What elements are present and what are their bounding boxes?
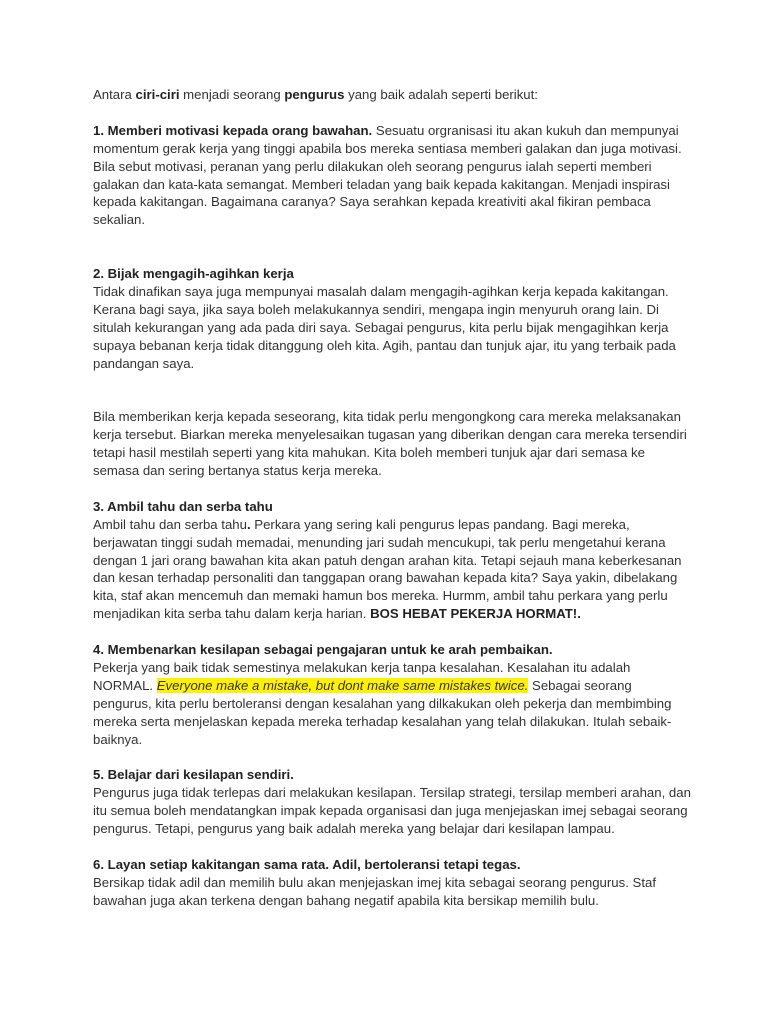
- intro-bold-ciri: ciri-ciri: [135, 87, 180, 102]
- section-2-body-2: Bila memberikan kerja kepada seseorang, kita tidak perlu mengongkong cara mereka melaksanakan kerja tersebut. Biarkan mereka menyelesaikan tugasan yang diberikan dengan cara mereka tersendiri tetapi hasil mestilah seperti yang kita mahukan. Kita boleh memberi tunjuk ajar dari semasa ke semasa dan sering bertanya status kerja mereka.: [93, 409, 687, 478]
- section-5-body: Pengurus juga tidak terlepas dari melakukan kesilapan. Tersilap strategi, tersilap memberi arahan, dan itu semua boleh mendatangkan impak kepada organisasi dan juga menjejaskan imej sebagai seorang pengurus. Tetapi, pengurus yang baik adalah mereka yang belajar dari kesilapan lampau.: [93, 785, 691, 837]
- document-body: [93, 86, 693, 910]
- section-6-body: Bersikap tidak adil dan memilih bulu akan menjejaskan imej kita sebagai seorang pengurus. Staf bawahan juga akan terkena dengan bahang negatif apabila kita bersikap memilih bulu.: [93, 874, 656, 908]
- section-2-body: Tidak dinafikan saya juga mempunyai masalah dalam mengagih-agihkan kerja kepada kakitangan. Kerana bagi saya, jika saya boleh melakukannya sendiri, mengapa ingin menyuruh orang lain. Di situlah kekurangan yang ada pada diri saya. Sebagai pengurus, kita perlu bijak mengagihkan kerja supaya bebanan kerja tidak ditanggung oleh kita. Agih, pantau dan tunjuk ajar, itu yang terbaik pada pandangan saya.: [93, 283, 676, 371]
- section-1-body: Sesuatu orgranisasi itu akan kukuh dan mempunyai momentum gerak kerja yang tinggi apabila bos mereka sentiasa memberi galakan dan juga motivasi. Bila sebut motivasi, peranan yang perlu dilakukan oleh seorang pengurus ialah seperti memberi galakan dan kata-kata semangat. Memberi teladan yang baik kepada kakitangan. Menjadi inspirasi kepada kakitangan. Bagaimana caranya? Saya serahkan kepada kreativiti akal fikiran pembaca sekalian.: [93, 122, 682, 228]
- section-5-heading: 5. Belajar dari kesilapan sendiri.: [93, 767, 294, 783]
- intro-bold-pengurus: pengurus: [284, 87, 345, 102]
- section-2-heading: 2. Bijak mengagih-agihkan kerja: [93, 266, 294, 282]
- section-6-heading: 6. Layan setiap kakitangan sama rata. Adil, bertoleransi tetapi tegas.: [93, 856, 521, 872]
- section-4-body: Pekerja yang baik tidak semestinya melakukan kerja tanpa kesalahan. Kesalahan itu adalah NORMAL. Everyone make a mistake, but dont make same mistakes twice. Sebagai seorang pengurus, kita perlu bertoleransi dengan kesalahan yang dilkakukan oleh pekerja dan membimbing mereka serta menjelaskan kepada mereka terhadap kesalahan yang telah dilakukan. Itulah sebaik-baiknya.: [93, 659, 672, 747]
- section-1-heading: 1. Memberi motivasi kepada orang bawahan.: [93, 122, 373, 138]
- section-3-heading: 3. Ambil tahu dan serba tahu: [93, 498, 273, 514]
- highlighted-quote: Everyone make a mistake, but dont make same mistakes twice.: [156, 677, 529, 693]
- section-1: [93, 122, 693, 229]
- intro-paragraph: Antara ciri-ciri menjadi seorang pengurus yang baik adalah seperti berikut:: [93, 87, 538, 102]
- section-4-heading: 4. Membenarkan kesilapan sebagai pengajaran untuk ke arah pembaikan.: [93, 642, 553, 658]
- section-3-body: Ambil tahu dan serba tahu. Perkara yang sering kali pengurus lepas pandang. Bagi mereka, berjawatan tinggi sudah memadai, menunding jari sudah mencukupi, tak perlu mengetahui kerana dengan 1 jari orang bawahan kita akan patuh dengan arahan kita. Tetapi sejauh mana keberkesanan dan kesan terhadap personaliti dan tanggapan orang bawahan kepada kita? Saya yakin, dibelakang kita, staf akan mencemuh dan memaki hamun bos mereka. Hurmm, ambil tahu perkara yang perlu menjadikan kita serba tahu dalam kerja harian. BOS HEBAT PEKERJA HORMAT!.: [93, 516, 682, 622]
- section-3-bold-slogan: BOS HEBAT PEKERJA HORMAT!.: [370, 606, 581, 622]
